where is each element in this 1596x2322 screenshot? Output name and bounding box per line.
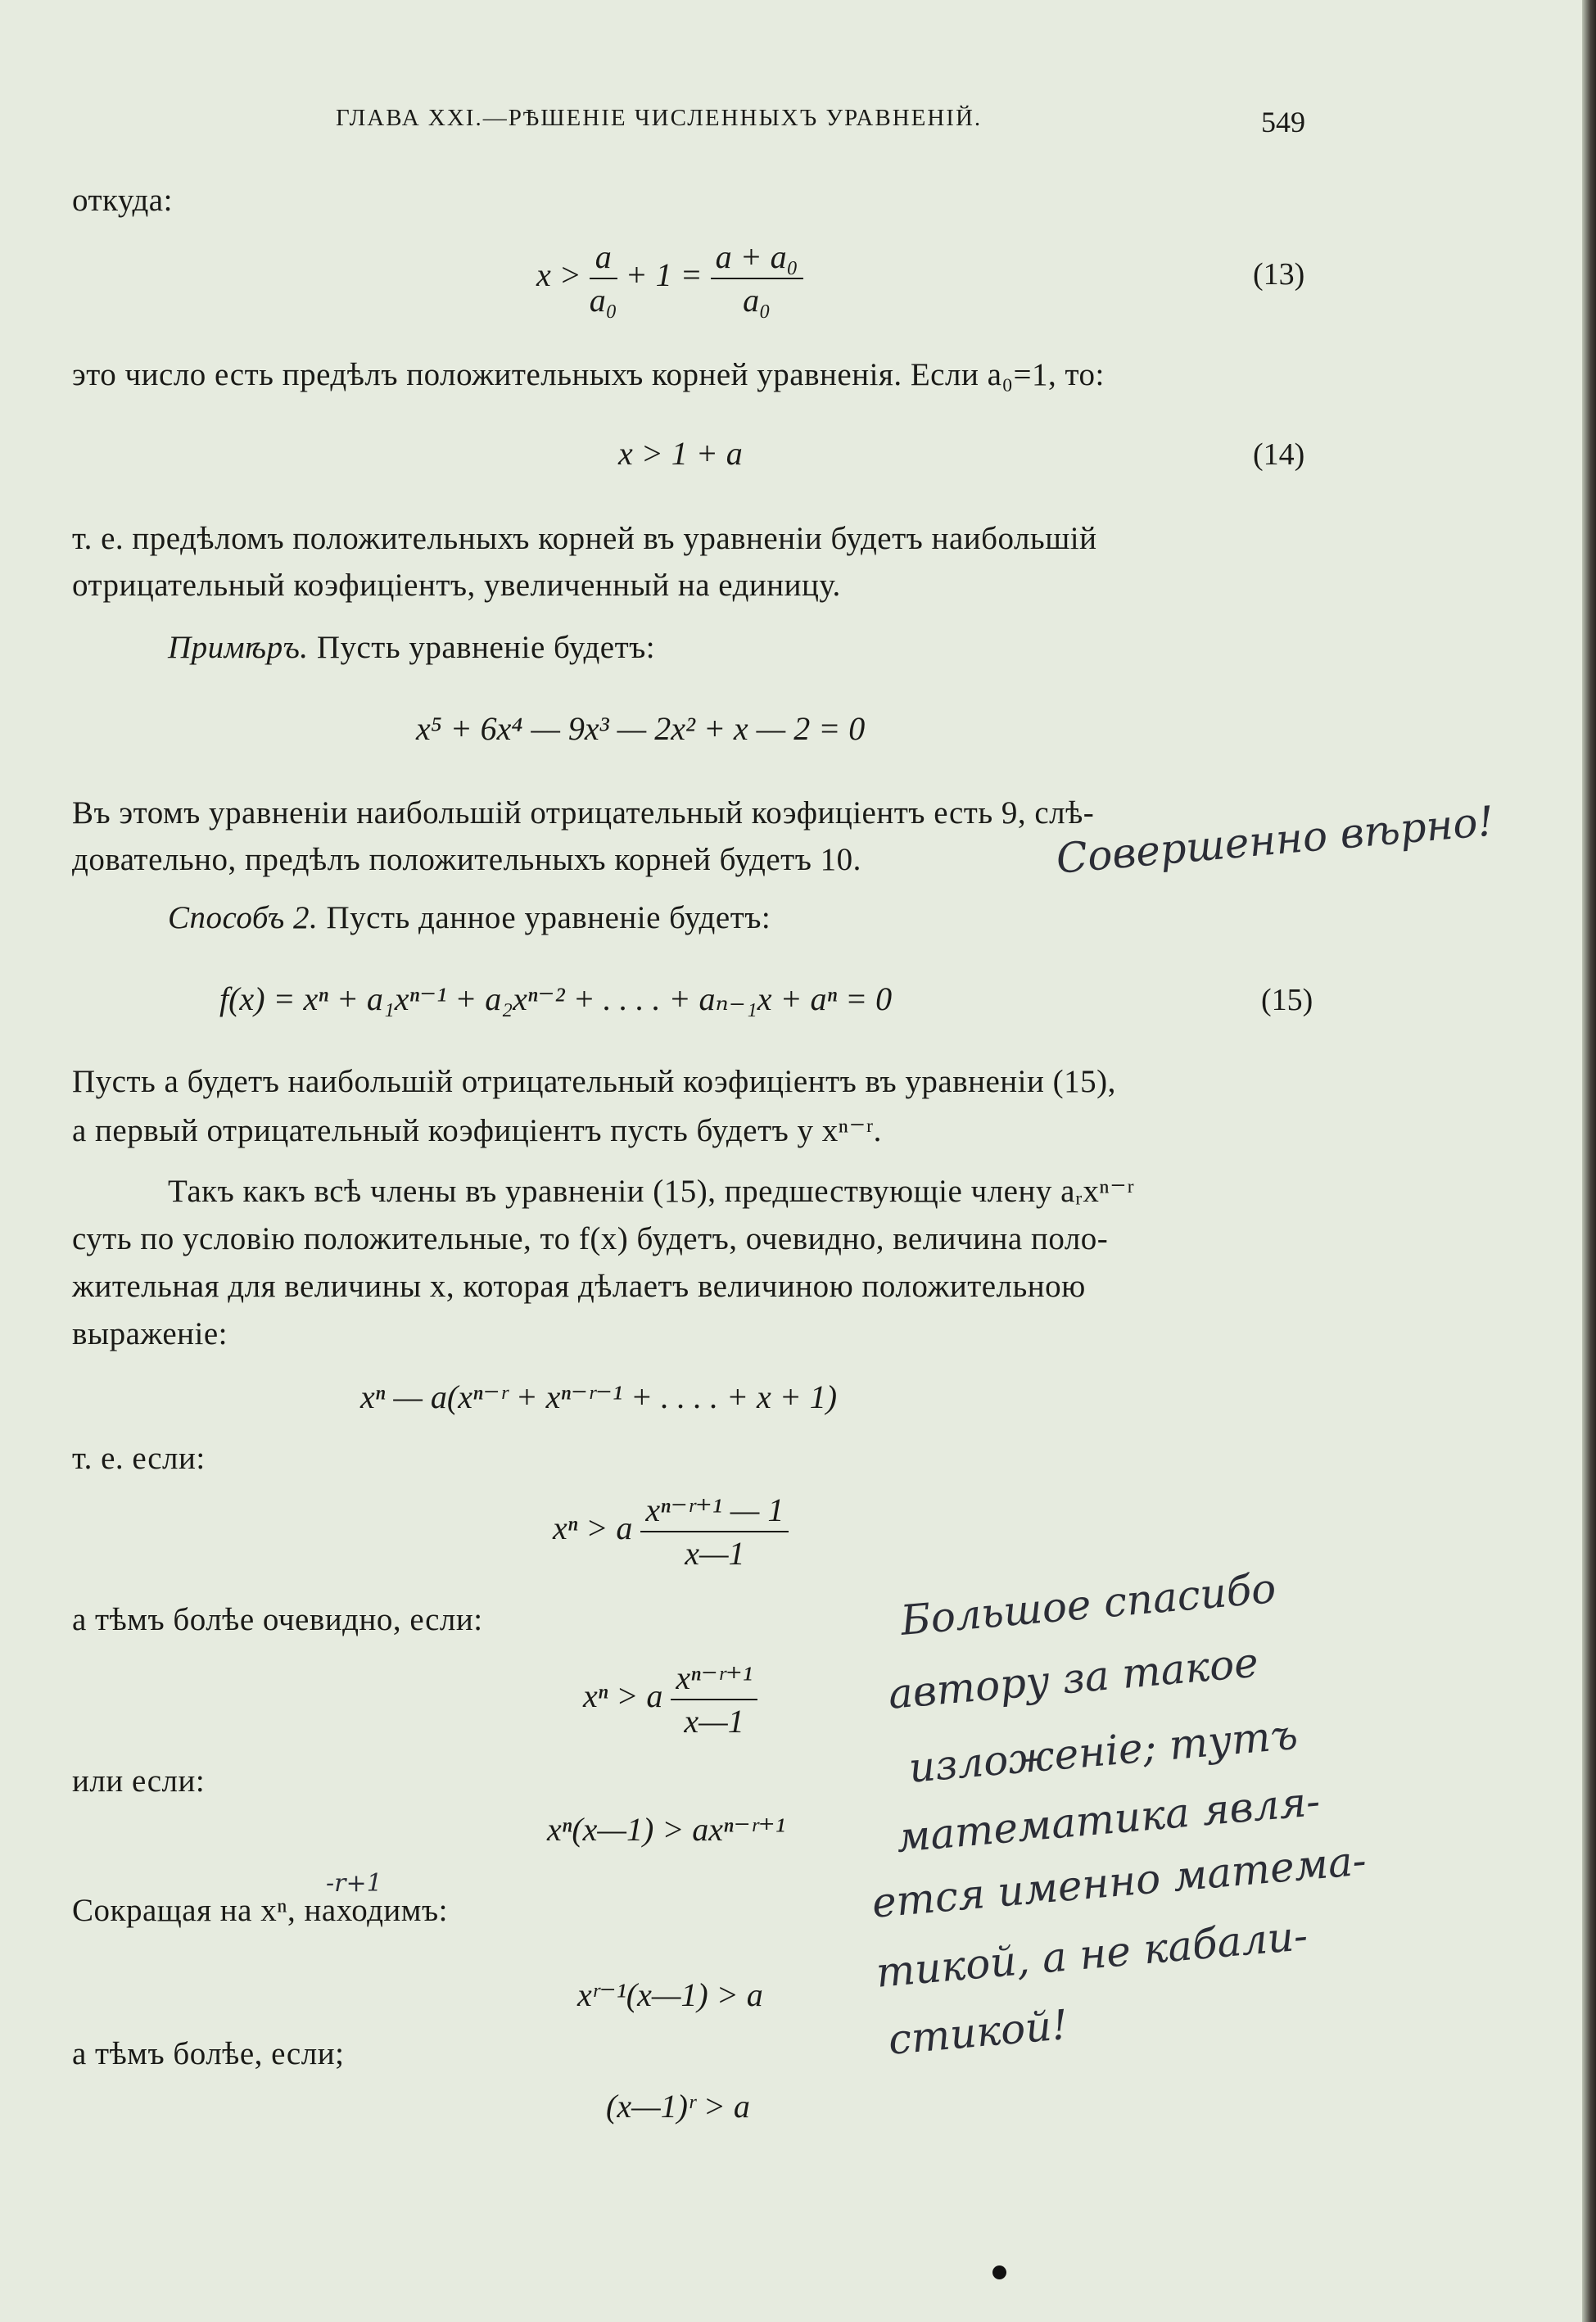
text-line [168,899,771,936]
inequality-d: xʳ⁻¹(x—1) > a [577,1976,763,2013]
text-line [168,629,655,666]
text-line: отрицательный коэфиціентъ, увеличенный на единицу. [72,568,841,603]
ineq-b-left: xⁿ > a [583,1677,671,1715]
ineq-a-numerator: xⁿ⁻ʳ⁺¹ — 1 [640,1491,789,1532]
eq13-fraction-2 [711,238,803,319]
handwritten-line: изложеніе; тутъ [907,1710,1300,1792]
ineq-b-denominator: x—1 [684,1703,744,1740]
equation-13 [536,238,803,319]
handwritten-line: ется именно матема- [870,1836,1368,1927]
eq13-frac2-denominator: a₀ [743,282,771,319]
ineq-a-denominator: x—1 [685,1535,745,1572]
eq13-middle: + 1 = [625,256,711,294]
handwritten-line: Большое спасибо [898,1564,1278,1645]
handwritten-line: автору за такое [886,1638,1260,1718]
text-line: т. е. если: [72,1441,206,1476]
inequality-e: (x—1)ʳ > a [606,2088,750,2125]
eq13-frac2-numerator: a + a₀ [711,238,803,279]
text-line: суть по условію положительные, то f(x) будетъ, очевидно, величина поло- [72,1221,1109,1256]
page-number: 549 [1261,106,1305,138]
method-label: Способъ 2. [168,900,319,935]
text-line: Въ этомъ уравненіи наибольшій отрицательный коэфиціентъ есть 9, слѣ- [72,795,1095,831]
expression: xⁿ — a(xⁿ⁻ʳ + xⁿ⁻ʳ⁻¹ + . . . . + x + 1) [360,1378,838,1415]
ineq-b-fraction [671,1659,757,1740]
handwritten-line: математика явля- [894,1777,1322,1862]
handwritten-line: стикой! [886,2000,1070,2064]
text-fragment: Пусть данное уравненіе будетъ: [318,900,771,935]
equation-14: x > 1 + a [618,435,743,472]
eq13-fraction-1 [590,238,617,319]
equation-number: (13) [1253,257,1305,292]
text-line: а тѣмъ болѣе очевидно, если: [72,1602,483,1637]
inequality-b [583,1659,757,1740]
text-line: выраженіе: [72,1316,228,1351]
inequality-a [553,1491,789,1573]
equation-number: (15) [1261,983,1313,1017]
equation-15: f(x) = xⁿ + a₁xⁿ⁻¹ + a₂xⁿ⁻² + . . . . + aₙ₋₁x + aⁿ = 0 [219,980,893,1017]
text-fragment: Пусть уравненіе будетъ: [308,630,656,665]
text-line: Сокращая на xⁿ, находимъ: [72,1893,448,1928]
text-line: жительная для величины x, которая дѣлаетъ величиною положительною [72,1269,1086,1304]
ineq-a-left: xⁿ > a [553,1510,641,1547]
example-equation: x⁵ + 6x⁴ — 9x³ — 2x² + x — 2 = 0 [416,710,866,747]
text-line: Такъ какъ всѣ члены въ уравненіи (15), предшествующіе члену aᵣxⁿ⁻ʳ [168,1174,1135,1209]
eq13-frac1-denominator: a₀ [589,282,617,319]
handwritten-insert: -r+1 [326,1869,382,1898]
text-line: или если: [72,1763,206,1799]
eq13-frac1-numerator: a [590,238,617,279]
text-line: т. е. предѣломъ положительныхъ корней въ уравненіи будетъ наибольшій [72,521,1097,556]
running-header: ГЛАВА XXI.—РѢШЕНІЕ ЧИСЛЕННЫХЪ УРАВНЕНІЙ. [336,105,983,131]
page-edge [1582,0,1596,2322]
text-line: это число есть предѣлъ положительныхъ корней уравненія. Если a₀=1, то: [72,357,1105,392]
inequality-c: xⁿ(x—1) > axⁿ⁻ʳ⁺¹ [547,1811,785,1848]
ineq-a-fraction [640,1491,789,1573]
ineq-b-numerator: xⁿ⁻ʳ⁺¹ [671,1659,757,1700]
text-line: откуда: [72,183,173,218]
text-line: а первый отрицательный коэфиціентъ пусть будетъ у xⁿ⁻ʳ. [72,1113,882,1148]
text-line: довательно, предѣлъ положительныхъ корней будетъ 10. [72,842,861,877]
equation-number: (14) [1253,437,1305,472]
eq13-left: x > [536,256,590,294]
handwritten-note: Совершенно вѣрно! [1054,797,1496,883]
handwritten-line: тикой, а не кабали- [874,1912,1310,1997]
ink-dot [992,2265,1006,2279]
example-label: Примѣръ. [168,630,309,665]
text-line: Пусть a будетъ наибольшій отрицательный коэфиціентъ въ уравненіи (15), [72,1064,1116,1099]
text-line: а тѣмъ болѣе, если; [72,2036,345,2071]
